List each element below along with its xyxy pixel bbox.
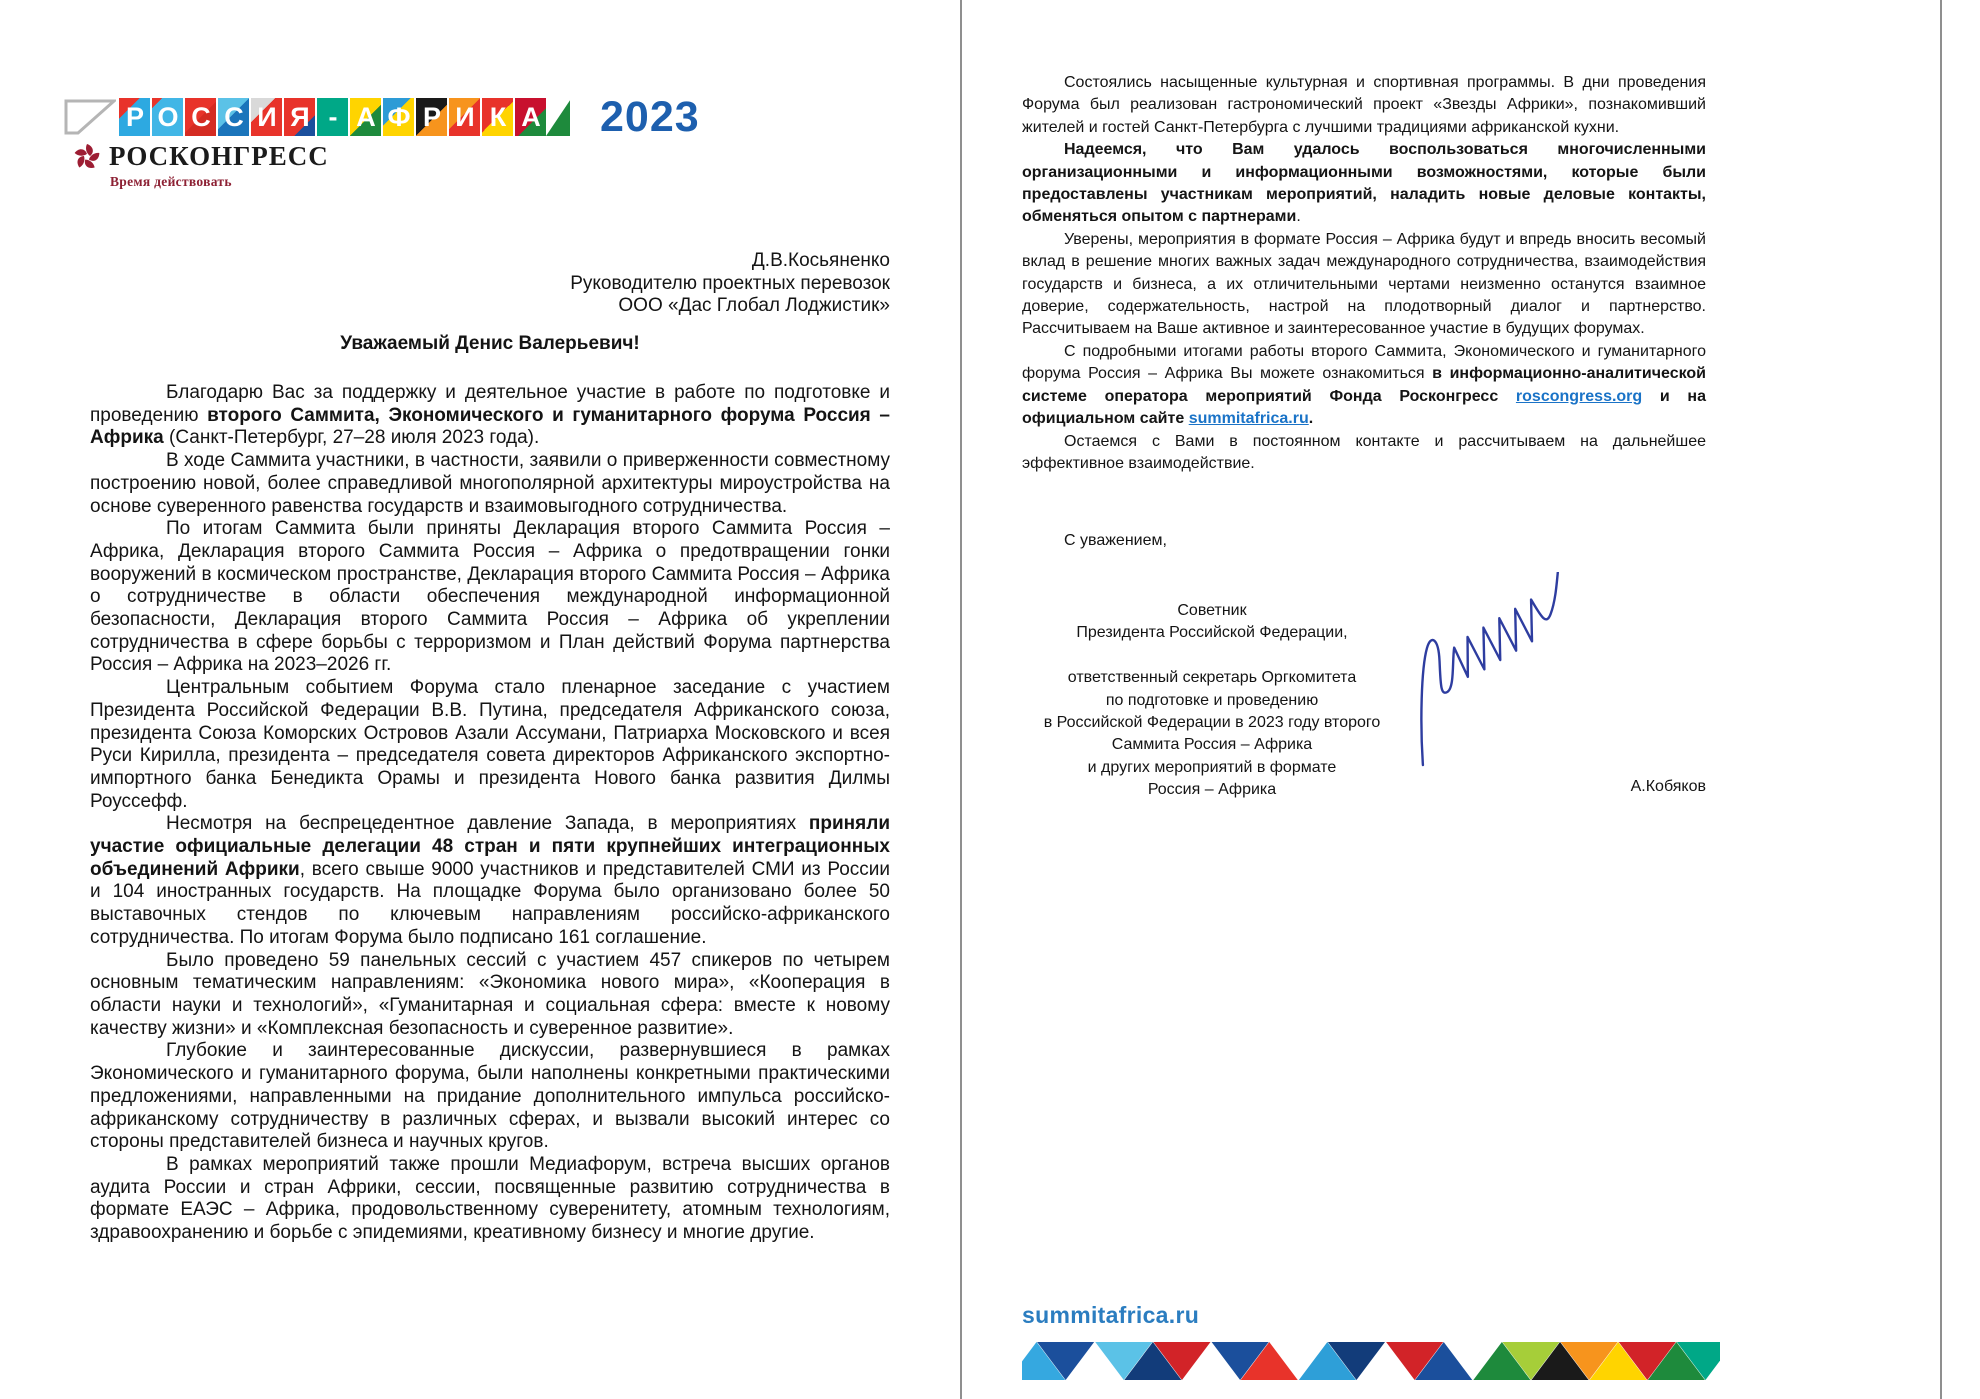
letter-body-right bbox=[1022, 72, 1706, 475]
signature-block-line: Советник bbox=[1177, 602, 1247, 619]
text-run: , всего свыше 9000 участников и представителей СМИ из России и 104 иностранных государств. На площадке Форума было организовано более 50 выставочных стендов по ключевым направлениям российско-африканского сотрудничества. По итогам Форума было подписано 161 соглашение. bbox=[90, 858, 890, 948]
logo-arrow-icon bbox=[64, 98, 116, 136]
russia-africa-logo bbox=[64, 92, 700, 141]
paragraph bbox=[90, 950, 890, 1041]
text-run: Надеемся, что Вам удалось воспользоваться многочисленными организационными и информационными возможностями, которые были предоставлены участникам мероприятий, наладить новые деловые контакты, обменяться опытом с партнерами bbox=[1022, 141, 1706, 226]
text-run: В рамках мероприятий также прошли Медиафорум, встреча высших органов аудита России и стран Африки, сессии, посвященные развитию сотрудничества в формате ЕАЭС – Африка, продовольственному суверенитету, атомным технологиям, здравоохранению и борьбе с эпидемиями, креативному бизнесу и многие другие. bbox=[90, 1153, 890, 1244]
paragraph bbox=[1022, 229, 1706, 341]
paragraph bbox=[1022, 341, 1706, 431]
paragraph bbox=[90, 382, 890, 450]
logo-letter: К bbox=[482, 98, 513, 136]
closing-phrase: С уважением, bbox=[1064, 532, 1167, 549]
logo-wordmark bbox=[119, 98, 546, 136]
logo-triangle-icon bbox=[546, 98, 570, 136]
text-run: С подробными итогами работы второго Саммита, Экономического и гуманитарного форума Россия – Африка Вы можете ознакомиться bbox=[1022, 342, 1706, 383]
text-run: приняли участие официальные делегации 48 стран и пяти крупнейших интеграционных объединений Африки bbox=[90, 813, 890, 880]
page-divider bbox=[960, 0, 962, 1399]
addressee-block bbox=[90, 250, 890, 318]
spacer bbox=[1022, 645, 1402, 667]
text-run: По итогам Саммита были приняты Декларация второго Саммита Россия – Африка, Декларация второго Саммита Россия – Африка о предотвращении гонки вооружений в космическом пространстве, Декларация второго Саммита Россия – Африка о сотрудничестве в области обеспечения международной информационной безопасности, Декларация второго Саммита Россия – Африка об укреплении сотрудничества в сфере борьбы с терроризмом и План действий Форума партнерства Россия – Африка на 2023–2026 гг. bbox=[90, 518, 890, 676]
text-run: Состоялись насыщенные культурная и спортивная программы. В дни проведения Форума был реализован гастрономический проект «Звезды Африки», познакомивший жителей и гостей Санкт-Петербурга с лучшими традициями африканской кухни. bbox=[1022, 74, 1706, 136]
signature-block-line: и других мероприятий в формате bbox=[1087, 758, 1337, 776]
text-run: (Санкт-Петербург, 27–28 июля 2023 года). bbox=[163, 427, 540, 449]
signature-block-line: ответственный секретарь Оргкомитета bbox=[1067, 669, 1357, 687]
logo-letter: - bbox=[317, 98, 348, 136]
signature-block-line: по подготовке и проведению bbox=[1105, 691, 1319, 709]
roscongress-pinwheel-icon bbox=[72, 142, 102, 172]
logo-letter: А bbox=[515, 98, 546, 136]
text-run: . bbox=[1308, 410, 1314, 428]
text-run: Глубокие и заинтересованные дискуссии, развернувшиеся в рамках Экономического и гуманитарного форума, были наполнены конкретными практическими предложениями, направленными на придание дополнительного импульса российско-африканскому сотрудничеству в различных сферах, и вызвали высокий интерес со стороны представителей бизнеса и научных кругов. bbox=[90, 1040, 890, 1153]
signature-block-line: Саммита Россия – Африка bbox=[1111, 736, 1313, 754]
footer-color-band bbox=[1022, 1342, 1720, 1380]
logo-letter: Я bbox=[284, 98, 315, 136]
paragraph bbox=[90, 813, 890, 949]
paragraph bbox=[90, 450, 890, 518]
paragraph bbox=[90, 1154, 890, 1245]
text-run: Благодарю Вас за поддержку и деятельное участие в работе по подготовке и проведению bbox=[90, 382, 890, 426]
logo-letter: И bbox=[251, 98, 282, 136]
roscongress-logo bbox=[72, 141, 329, 172]
footer-site-wordmark: summitafrica.ru bbox=[1022, 1302, 1200, 1328]
paragraph bbox=[1022, 431, 1706, 476]
logo-letter: О bbox=[152, 98, 183, 136]
paragraph bbox=[1022, 139, 1706, 229]
text-run: В ходе Саммита участники, в частности, заявили о приверженности совместному построению новой, более справедливой многополярной архитектуры мироустройства на основе суверенного равенства государств и взаимовыгодного сотрудничества. bbox=[90, 450, 890, 517]
signature-block-line: Президента Российской Федерации, bbox=[1076, 624, 1348, 642]
text-run: Остаемся с Вами в постоянном контакте и рассчитываем на дальнейшее эффективное взаимодействие. bbox=[1022, 432, 1706, 472]
roscongress-tagline: Время действовать bbox=[110, 174, 232, 189]
page-edge-line bbox=[1940, 0, 1942, 1399]
paragraph bbox=[90, 1040, 890, 1154]
logo-letter: С bbox=[185, 98, 216, 136]
text-run: Несмотря на беспрецедентное давление Запада, в мероприятиях bbox=[166, 813, 809, 835]
paragraph bbox=[1022, 72, 1706, 139]
text-run: в информационно-аналитической системе оператора мероприятий Фонда Росконгресс bbox=[1022, 365, 1707, 405]
roscongress-brand-name: РОСКОНГРЕСС bbox=[109, 141, 329, 171]
paragraph bbox=[90, 518, 890, 677]
text-run: второго Саммита, Экономического и гуманитарного форума Россия – Африка bbox=[90, 404, 890, 449]
logo-letter: Р bbox=[119, 98, 150, 136]
text-run: Центральным событием Форума стало пленарное заседание с участием Президента Российской Федерации В.В. Путина, председателя Африканского союза, президента Союза Коморских Островов Азали Ассумани, Патриарха Московского и всея Руси Кирилла, президента – председателя совета директоров Африканского экспортно-импортного банка Бенедикта Орамы и президента Нового банка развития Дилмы Роуссефф. bbox=[90, 677, 890, 812]
logo-letter: Ф bbox=[383, 98, 414, 136]
letter-body-left bbox=[90, 382, 890, 1245]
link-summitafrica.ru[interactable]: summitafrica.ru bbox=[1188, 410, 1309, 428]
signer-name: А.Кобяков bbox=[1630, 778, 1706, 795]
salutation: Уважаемый Денис Валерьевич! bbox=[340, 333, 640, 354]
addressee-line: Руководителю проектных перевозок bbox=[570, 272, 890, 294]
signature-block-line: Россия – Африка bbox=[1147, 781, 1277, 799]
logo-letter: С bbox=[218, 98, 249, 136]
logo-letter: А bbox=[350, 98, 381, 136]
paragraph bbox=[90, 677, 890, 813]
logo-year: 2023 bbox=[600, 92, 700, 141]
addressee-line: ООО «Дас Глобал Лоджистик» bbox=[618, 295, 890, 317]
handwritten-signature bbox=[1375, 572, 1610, 787]
addressee-line: Д.В.Косьяненко bbox=[751, 250, 890, 271]
signature-block-line: в Российской Федерации в 2023 году второго bbox=[1043, 714, 1381, 732]
text-run: Было проведено 59 панельных сессий с участием 457 спикеров по четырем основным тематическим направлениям: «Экономика нового мира», «Кооперация в области науки и технологий», «Гуманитарная и социальная сфера: вместе к новому качеству жизни» и «Комплексная безопасность и суверенное развитие». bbox=[90, 949, 890, 1039]
signature-title-block bbox=[1022, 600, 1402, 802]
link-roscongress.org[interactable]: roscongress.org bbox=[1515, 387, 1643, 405]
text-run: . bbox=[1296, 208, 1301, 226]
logo-letter: Р bbox=[416, 98, 447, 136]
text-run: Уверены, мероприятия в формате Россия – Африка будут и впредь вносить весомый вклад в решение многих важных задач международного сотрудничества, взаимодействия государств и бизнеса, а их отличительными чертами неизменно останутся взаимное доверие, содержательность, настрой на плодотворный диалог и партнерство. Рассчитываем на Ваше активное и заинтересованное участие в будущих форумах. bbox=[1022, 230, 1706, 338]
logo-letter: И bbox=[449, 98, 480, 136]
text-run: и на официальном сайте bbox=[1022, 387, 1706, 428]
